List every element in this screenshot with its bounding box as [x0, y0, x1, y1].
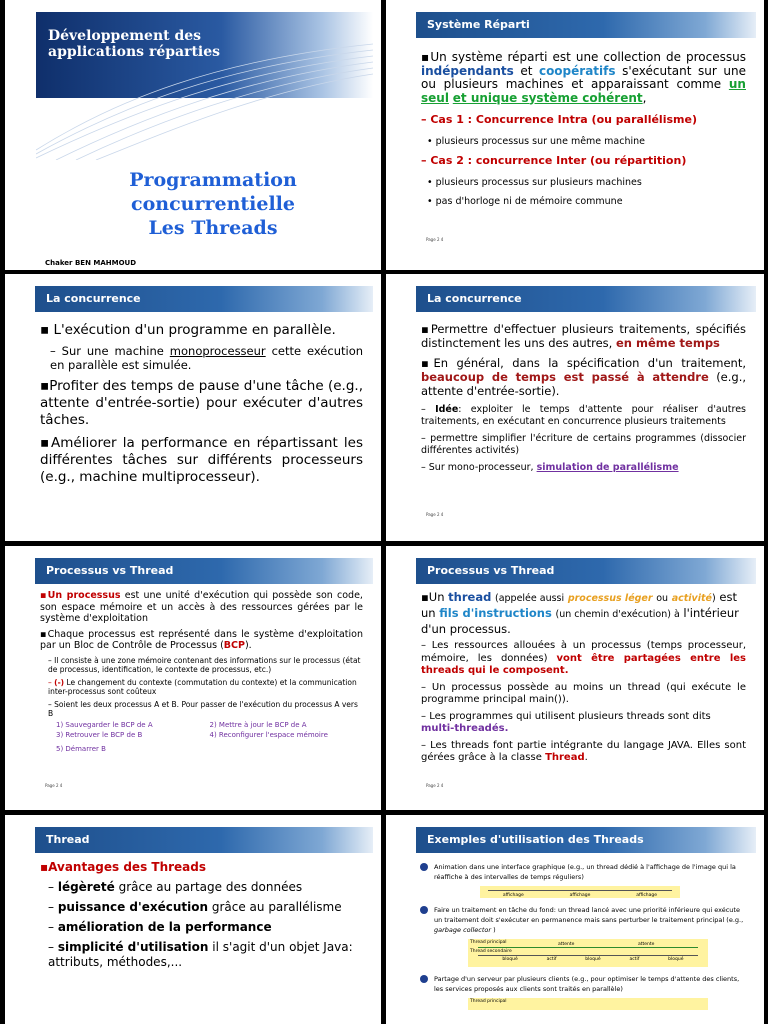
author-name: Chaker BEN MAHMOUD: [45, 259, 137, 267]
sub-passage-a-b: – Soient les deux processus A et B. Pour passer de l'exécution du processus A vers B: [48, 699, 358, 718]
step-2: 2) Mettre à jour le BCP de A: [209, 720, 307, 729]
sub-main-thread: – Un processus possède au moins un thread (qui exécute le programme principal main()).: [421, 681, 746, 705]
state-label: actif: [629, 957, 640, 962]
slide-header-bar: Processus vs Thread: [416, 558, 756, 584]
slide-header-bar: Processus vs Thread: [35, 558, 373, 584]
case-1: – Cas 1 : Concurrence Intra (ou parallélisme): [421, 113, 697, 126]
course-header: Développement des applications réparties: [48, 28, 221, 60]
advantage-puissance: – puissance d'exécution grâce au parallélisme: [48, 900, 342, 914]
sub-simplifier: – permettre simplifier l'écriture de certains programmes (dissocier différentes activités): [421, 433, 746, 456]
slide-title: [5, 0, 381, 270]
steps-grid: [40, 720, 363, 754]
sub-ressources: – Les ressources allouées à un processus (temps processeur, mémoire, les données) vont être partagées entre les threads qui le composent.: [421, 640, 746, 676]
example-background: Faire un traitement en tâche du fond: un thread lancé avec une priorité inférieure qui exécute un traitement doit s'exécuter en permanence mais sans perturber le traitement principal (e.g., garbage collector ): [420, 905, 746, 935]
bullet-circle-icon: [420, 863, 428, 871]
slide-body: [40, 322, 363, 486]
attente-label: attente: [638, 942, 655, 947]
slide-body: [420, 862, 746, 1010]
affichage-label: affichage: [569, 893, 591, 898]
step-5: 5) Démarrer B: [56, 744, 106, 753]
title-line-1: Programmation: [129, 169, 297, 191]
slide-header-bar: La concurrence: [416, 286, 756, 312]
example-serveur: Partage d'un serveur par plusieurs clients (e.g., pour optimiser le temps d'attente des clients, les services proposés aux clients sont traités en parallèle): [420, 974, 746, 994]
slide-header-bar: La concurrence: [35, 286, 373, 312]
affichage-label: affichage: [502, 893, 524, 898]
diagram-threads: [468, 939, 708, 967]
example-animation: Animation dans une interface graphique (e.g., un thread dédié à l'affichage de l'image qui la réaffiche à des intervalles de temps réguliers): [420, 862, 746, 882]
case-1-item: • plusieurs processus sur une même machine: [427, 135, 645, 147]
bullet-circle-icon: [420, 975, 428, 983]
bullet-pause: ▪Profiter des temps de pause d'une tâche (e.g., attente d'entrée-sortie) pour exécuter d'autres tâches.: [40, 378, 363, 428]
page-number: Page 2 4: [426, 237, 444, 242]
bullet-general: ▪En général, dans la spécification d'un traitement, beaucoup de temps est passé à attendre (e.g., attente d'entrée-sortie).: [421, 356, 747, 398]
step-3: 3) Retrouver le BCP de B: [56, 730, 143, 739]
slide-body: [40, 590, 363, 754]
slide-systeme-reparti: [386, 0, 764, 270]
sub-mono: – Sur mono-processeur, simulation de parallélisme: [421, 462, 679, 473]
slide-concurrence-2: [386, 274, 764, 541]
slide-exemples-threads: [386, 815, 764, 1024]
advantage-legerete: – légèreté grâce au partage des données: [48, 880, 303, 894]
advantage-performance: – amélioration de la performance: [48, 920, 272, 934]
affichage-label: affichage: [636, 893, 658, 898]
bullet-permettre: ▪Permettre d'effectuer plusieurs traitements, spécifiés distinctement les uns des autres, en même temps: [421, 322, 747, 350]
bullet-bcp: ▪Chaque processus est représenté dans le système d'exploitation par un Bloc de Contrôle de Processus (BCP).: [40, 628, 363, 651]
sub-idee: – Idée: exploiter le temps d'attente pour réaliser d'autres traitements, en exécutant en concurrence plusieurs traitements: [421, 404, 746, 427]
diagram-serveur: [468, 998, 708, 1010]
slide-body: [421, 51, 746, 209]
slide-thread-avantages: [5, 815, 381, 1024]
state-label: bloqué: [585, 957, 601, 962]
sub-monoprocesseur: – Sur une machine monoprocesseur cette exécution en parallèle est simulée.: [50, 344, 364, 372]
bullet-definition: ▪Un système réparti est une collection de processus indépendants et coopératifs s'exécutant sur une ou plusieurs machines et apparaissant comme un seul et unique système cohérent,: [421, 50, 746, 105]
thread-secondaire-label: Thread secondaire: [470, 949, 512, 954]
slide-concurrence-1: [5, 274, 381, 541]
case-2-item-2: • pas d'horloge ni de mémoire commune: [427, 196, 623, 207]
slide-header-bar: Système Réparti: [416, 12, 756, 38]
attente-label: attente: [558, 942, 575, 947]
advantage-simplicite: – simplicité d'utilisation il s'agit d'un objet Java: attributs, méthodes,...: [48, 940, 353, 969]
bullet-performance: ▪Améliorer la performance en répartissant les différentes tâches sur différents processeurs (e.g., machine multiprocesseur).: [40, 435, 364, 485]
slide-header-bar: Thread: [35, 827, 373, 853]
title-line-3: Les Threads: [148, 217, 278, 239]
state-label: actif: [546, 957, 557, 962]
slide-body: [421, 322, 746, 474]
title-line-2: concurrentielle: [131, 193, 295, 215]
thread-principal-label: Thread principal: [470, 999, 507, 1004]
diagram-affichage: [480, 886, 680, 898]
slide-main-title: [45, 168, 381, 240]
sub-zone-memoire: – Il consiste à une zone mémoire contenant des informations sur le processus (état de processus, identification, le contexte de processus, etc.): [48, 655, 361, 674]
state-label: bloqué: [502, 957, 518, 962]
page-number: Page 2 4: [426, 783, 444, 788]
thread-principal-label: Thread principal: [470, 940, 507, 945]
bullet-processus: ▪Un processus est une unité d'exécution qui possède son code, son espace mémoire et un accès à des ressources gérées par le système d'exploitation: [40, 590, 363, 624]
bullet-execution: ▪ L'exécution d'un programme en parallèle.: [40, 322, 336, 338]
case-2: – Cas 2 : concurrence Inter (ou répartition): [421, 154, 687, 167]
slide-processus-thread-2: [386, 546, 764, 810]
slide-body: [40, 860, 363, 970]
slide-processus-thread-1: [5, 546, 381, 810]
state-label: bloqué: [668, 957, 684, 962]
bullet-thread-definition: ▪Un thread (appelée aussi processus léger ou activité) est un fils d'instructions (un chemin d'exécution) à l'intérieur d'un processus.: [421, 590, 739, 636]
step-1: 1) Sauvegarder le BCP de A: [56, 720, 153, 729]
sub-changement-contexte: – (-) Le changement du contexte (commutation du contexte) et la communication inter-processus sont coûteux: [48, 677, 357, 696]
sub-java-thread: – Les threads font partie intégrante du langage JAVA. Elles sont gérées grâce à la classe Thread.: [421, 739, 746, 763]
page-number: Page 2 4: [426, 512, 444, 517]
slide-body: [421, 590, 746, 765]
step-4: 4) Reconfigurer l'espace mémoire: [209, 730, 328, 739]
slide-header-bar: Exemples d'utilisation des Threads: [416, 827, 756, 853]
advantages-title: ▪Avantages des Threads: [40, 860, 207, 874]
case-2-item-1: • plusieurs processus sur plusieurs machines: [427, 176, 642, 188]
sub-multithread: – Les programmes qui utilisent plusieurs threads sont dits multi-threadés.: [421, 710, 711, 734]
page-number: Page 2 4: [45, 783, 63, 788]
bullet-circle-icon: [420, 906, 428, 914]
